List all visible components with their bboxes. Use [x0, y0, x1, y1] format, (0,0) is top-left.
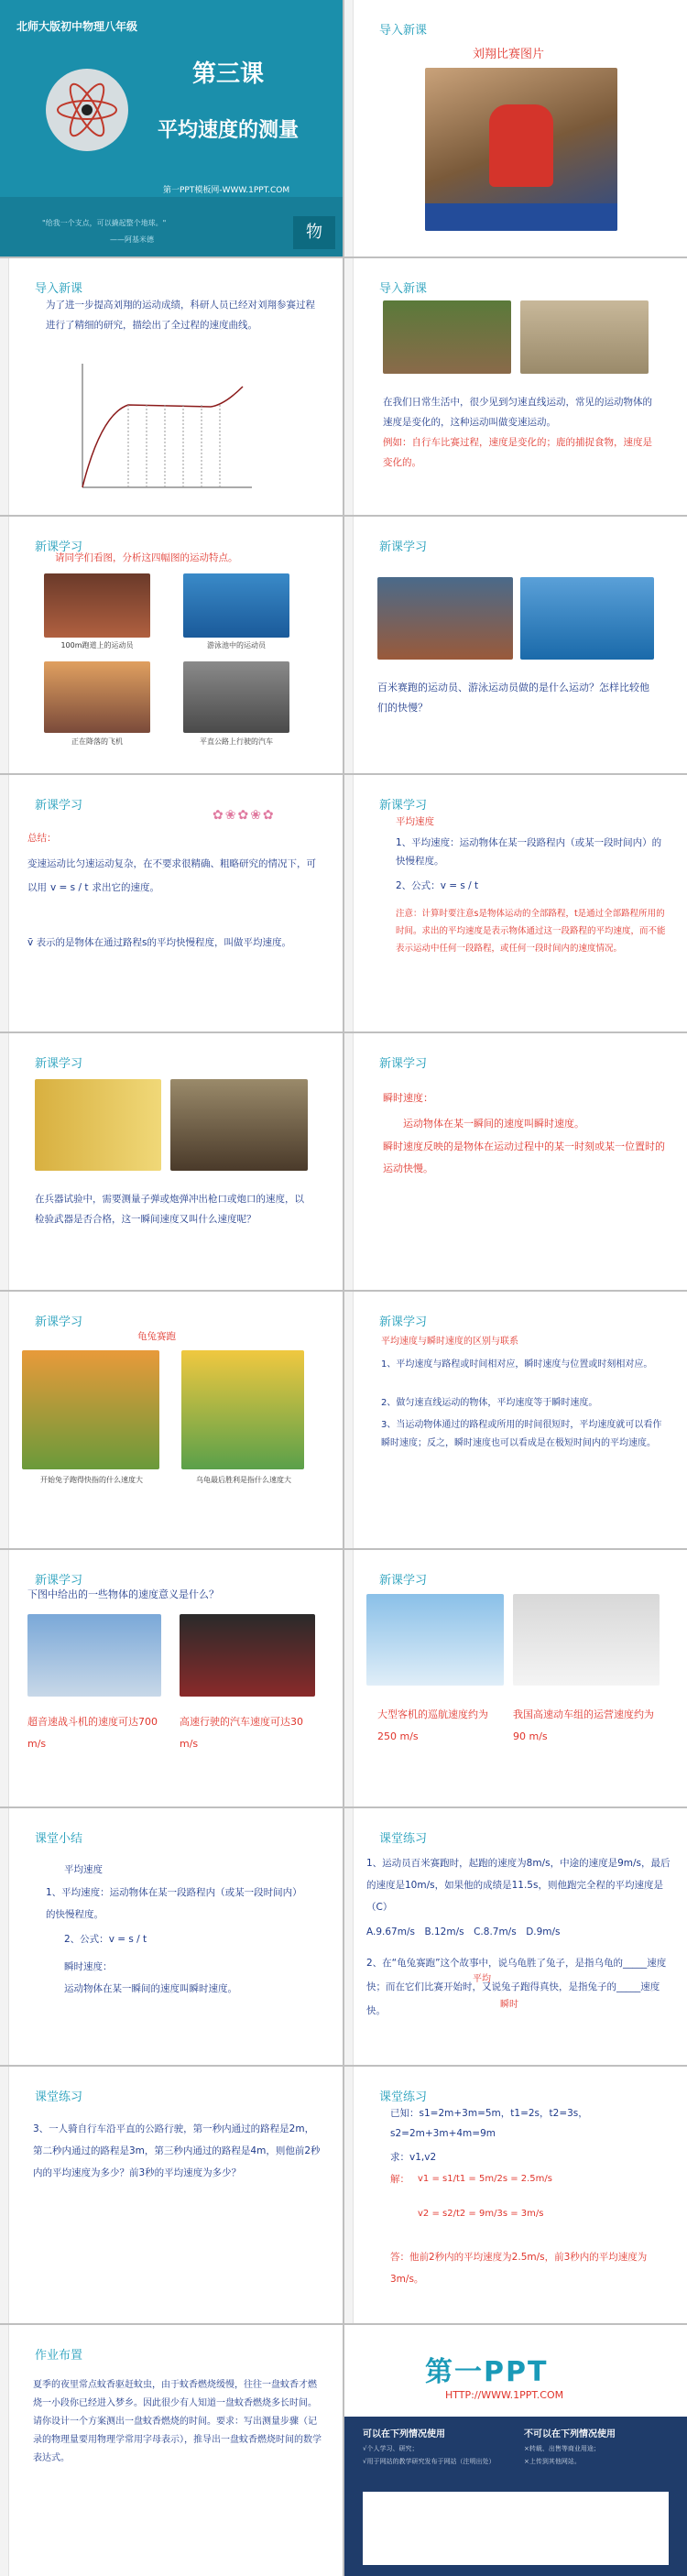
slide-margin	[344, 1033, 354, 1290]
slide-speed-meaning-1[interactable]	[0, 1550, 343, 1806]
definition-text: 运动物体在某一瞬间的速度叫瞬时速度。	[403, 1118, 584, 1130]
homework-text: 夏季的夜里常点蚊香驱赶蚊虫，由于蚊香燃烧缓慢，往往一盘蚊香才燃烧一小段你已经进入梦乡。因此很少有人知道一盘蚊香燃烧多长时间。请你设计一个方案测出一盘蚊香燃烧的时间。要求：写出测量步骤（记录的物理量要用物理学常用字母表示），推导出一盘蚊香燃烧时间的数学表达式。	[33, 2380, 322, 2463]
caption-car: 高速行驶的汽车速度可达30 m/s	[180, 1716, 303, 1750]
formula: v = s / t	[108, 1934, 147, 1945]
slide-four-pictures[interactable]	[0, 517, 343, 773]
lesson-title: 平均速度的测量	[158, 119, 300, 142]
slide-heading: 新课学习	[379, 540, 428, 554]
runners-photo	[44, 573, 150, 638]
solution-label: 解：	[390, 2174, 409, 2185]
summary-title: 平均速度	[64, 1864, 103, 1875]
slide-heading: 导入新课	[35, 282, 83, 296]
intro-text: 请同学们看图，分析这四幅图的运动特点。	[55, 552, 238, 563]
plane-photo	[44, 661, 150, 733]
question-text: 下图中给出的一些物体的速度意义是什么？	[27, 1588, 219, 1600]
slide-margin	[344, 2067, 354, 2323]
allowed-item-2: √用于网站的教学研究发布于网站（注明出处）	[363, 2458, 496, 2465]
hurdler-photo	[425, 68, 617, 231]
example-text: 例如：自行车比赛过程，速度是变化的；鹿的捕捉食物，速度是变化的。	[383, 437, 652, 468]
formula: v = s / t	[50, 882, 89, 893]
slide-instant-definition[interactable]	[344, 1033, 687, 1290]
allowed-title: 可以在下列情况使用	[363, 2429, 445, 2440]
section-label: 平均速度	[396, 816, 434, 827]
blossom-icon: ✿❀✿❀✿	[213, 808, 276, 823]
quote-author: ——阿基米德	[110, 235, 154, 244]
slide-margin	[0, 1033, 9, 1290]
slide-solution[interactable]	[344, 2067, 687, 2323]
point-1: 1、平均速度与路程或时间相对应，瞬时速度与位置或时刻相对应。	[381, 1359, 653, 1370]
photo-caption: 刘翔比赛图片	[473, 48, 545, 61]
swimmer-photo	[520, 577, 654, 660]
summary-part1: 变速运动比匀速运动复杂，在不要求很精确、粗略研究的情况下，可以用	[27, 858, 316, 893]
slide-margin	[0, 258, 9, 515]
slide-heading: 新课学习	[379, 799, 428, 813]
slide-class-summary[interactable]	[0, 1808, 343, 2065]
slide-intro-photo[interactable]	[344, 0, 687, 257]
slide-average-definition[interactable]	[344, 775, 687, 1031]
question-text: 在兵器试验中，需要测量子弹或炮弹冲出枪口或炮口的速度，以检验武器是否合格，这一瞬间速度又叫什么速度呢？	[35, 1194, 304, 1225]
fill-answer-1: 平均	[473, 1974, 491, 1984]
caption-hare: 开始兔子跑得快指的什么速度大	[40, 1476, 143, 1484]
summary-definition: 1、平均速度：运动物体在某一段路程内（或某一段时间内）的快慢程度。	[46, 1887, 302, 1920]
explanation-text: 瞬时速度反映的是物体在运动过程中的某一时刻或某一位置时的运动快慢。	[383, 1141, 665, 1174]
traffic-photo	[183, 661, 289, 733]
summary-label: 总结：	[27, 833, 57, 844]
intro-text: 为了进一步提高刘翔的运动成绩，科研人员已经对刘翔参赛过程进行了精细的研究，描绘出了全过程的速度曲线。	[46, 300, 315, 331]
formula-label: 2、公式：	[396, 880, 441, 891]
slide-heading: 课堂练习	[379, 2090, 428, 2104]
brand-logo: 第一PPT	[425, 2356, 549, 2388]
caption-plane: 正在降落的飞机	[71, 737, 123, 746]
forbidden-item-1: ×转载、出售等商业用途；	[524, 2445, 600, 2452]
slide-heading: 导入新课	[379, 24, 428, 38]
cyclists-photo	[383, 300, 511, 374]
slide-heading: 作业布置	[35, 2349, 83, 2363]
question-2: 2、在“龟兔赛跑”这个故事中，说乌龟胜了兔子，是指乌龟的_____速度快；而在它们比赛开始时，又说兔子跑得真快，是指兔子的_____速度快。	[366, 1958, 667, 2016]
formula-line	[64, 1929, 147, 1949]
summary-text	[27, 852, 325, 900]
equation-2: v2 = s2/t2 = 9m/3s = 3m/s	[418, 2209, 544, 2219]
answer-options: A.9.67m/s B.12m/s C.8.7m/s D.9m/s	[366, 1927, 561, 1937]
point-2: 2、做匀速直线运动的物体，平均速度等于瞬时速度。	[381, 1398, 598, 1408]
slide-heading: 导入新课	[379, 282, 428, 296]
slide-heading: 课堂练习	[379, 1832, 428, 1846]
airliner-photo	[366, 1594, 504, 1686]
slide-heading: 新课学习	[35, 540, 83, 554]
caption-train: 我国高速动车组的运营速度约为90 m/s	[513, 1708, 654, 1742]
slide-margin	[344, 775, 354, 1031]
note-text: 注意：计算时要注意s是物体运动的全部路程，t是通过全部路程所用的时间。求出的平均速度是表示物体通过这一段路程的平均速度，而不能表示运动中任何一段路程，或任何一段时间内的速度情况。	[396, 909, 666, 954]
slide-weapon-test[interactable]	[0, 1033, 343, 1290]
slide-margin	[344, 258, 354, 515]
slide-homework[interactable]	[0, 2325, 343, 2576]
answer-text: 答：他前2秒内的平均速度为2.5m/s，前3秒内的平均速度为3m/s。	[390, 2252, 648, 2285]
caption-jet: 超音速战斗机的速度可达700 m/s	[27, 1716, 158, 1750]
slide-margin	[0, 517, 9, 773]
instant-definition: 运动物体在某一瞬间的速度叫瞬时速度。	[64, 1983, 237, 1994]
section-label: 瞬时速度：	[383, 1092, 433, 1104]
slide-exercise-2[interactable]	[0, 2067, 343, 2323]
slide-exercise-1[interactable]	[344, 1808, 687, 2065]
slide-heading: 新课学习	[379, 1057, 428, 1071]
site-label: 第一PPT模板网-WWW.1PPT.COM	[163, 186, 290, 195]
caption-tortoise: 乌龟最后胜利是指什么速度大	[196, 1476, 291, 1484]
summary-part2: 求出它的速度。	[92, 882, 159, 893]
fill-answer-2: 瞬时	[500, 2000, 518, 2010]
formula-line	[396, 876, 478, 896]
slide-tortoise-hare[interactable]	[0, 1292, 343, 1548]
slide-heading: 新课学习	[379, 1574, 428, 1588]
slide-difference[interactable]	[344, 1292, 687, 1548]
slide-heading: 新课学习	[35, 799, 83, 813]
slide-margin	[0, 775, 9, 1031]
point-3: 3、当运动物体通过的路程或所用的时间很短时，平均速度就可以看作瞬时速度；反之，瞬时速度也可以看成是在极短时间内的平均速度。	[381, 1420, 662, 1448]
slide-compare-speed[interactable]	[344, 517, 687, 773]
slide-heading: 课堂练习	[35, 2090, 83, 2104]
slide-margin	[0, 1292, 9, 1548]
slide-margin	[344, 1550, 354, 1806]
allowed-item-1: √个人学习、研究；	[363, 2445, 419, 2452]
slide-heading: 新课学习	[35, 1057, 83, 1071]
caption-traffic: 平直公路上行驶的汽车	[200, 737, 273, 746]
question-1: 1、运动员百米赛跑时，起跑的速度为8m/s，中途的速度是9m/s，最后的速度是10m/s，如果他的成绩是11.5s，则他跑完全程的平均速度是（C）	[366, 1858, 671, 1913]
question-text: 百米赛跑的运动员、游泳运动员做的是什么运动？怎样比较他们的快慢？	[377, 682, 649, 714]
slide-speed-curve[interactable]	[0, 258, 343, 515]
given-text: 已知：s1=2m+3m=5m，t1=2s，t2=3s，s2=2m+3m+4m=9m	[390, 2108, 588, 2139]
definition-text: 1、平均速度：运动物体在某一段路程内（或某一段时间内）的快慢程度。	[396, 837, 662, 867]
find-text: 求：v1,v2	[390, 2152, 437, 2163]
slide-margin	[0, 1808, 9, 2065]
story-title: 龟兔赛跑	[137, 1331, 176, 1342]
subject-badge: 物	[293, 216, 335, 249]
quote: "给我一个支点，可以撬起整个地球。"	[42, 219, 167, 227]
caption-runners: 100m跑道上的运动员	[60, 641, 134, 649]
fighter-jet-photo	[27, 1614, 161, 1697]
link-list-panel	[363, 2492, 669, 2565]
slide-summary-average[interactable]	[0, 775, 343, 1031]
slide-margin	[0, 1550, 9, 1806]
slide-heading: 课堂小结	[35, 1832, 83, 1846]
summary-part3: 表示的是物体在通过路程s的平均快慢程度，叫做平均速度。	[36, 937, 292, 948]
slide-heading: 新课学习	[35, 1315, 83, 1329]
slide-margin	[0, 2067, 9, 2323]
slide-heading: 新课学习	[379, 1315, 428, 1329]
caption-airliner: 大型客机的巡航速度约为250 m/s	[377, 1708, 488, 1742]
sprinters-photo	[377, 577, 513, 660]
bullet-photo	[35, 1079, 161, 1171]
slide-heading: 新课学习	[35, 1574, 83, 1588]
lesson-number: 第三课	[192, 60, 265, 88]
atom-icon	[46, 69, 128, 151]
brand-url[interactable]: HTTP://WWW.1PPT.COM	[445, 2389, 564, 2401]
slide-margin	[344, 517, 354, 773]
slide-cover[interactable]	[0, 0, 343, 257]
formula-label: 2、公式：	[64, 1934, 109, 1945]
question-3: 3、一人骑自行车沿平直的公路行驶，第一秒内通过的路程是2m，第二秒内通过的路程是3m，第三秒内通过的路程是4m，则他前2秒内的平均速度为多少？前3秒的平均速度为多少？	[33, 2123, 321, 2178]
forbidden-item-2: ×上传到其他网站。	[524, 2458, 581, 2465]
hare-cartoon	[22, 1350, 159, 1469]
slide-margin	[344, 1292, 354, 1548]
speed-curve-graph	[73, 359, 256, 497]
forbidden-title: 不可以在下列情况使用	[524, 2429, 616, 2440]
slide-margin	[0, 2325, 9, 2576]
slide-margin	[344, 0, 354, 257]
grade-label: 北师大版初中物理八年级	[16, 20, 138, 33]
sports-car-photo	[180, 1614, 315, 1697]
body-text: 在我们日常生活中，很少见到匀速直线运动，常见的运动物体的速度是变化的，这种运动叫做变速运动。	[383, 397, 652, 428]
caption-swimmer: 游泳池中的运动员	[207, 641, 266, 649]
leopard-photo	[520, 300, 649, 374]
section-title: 平均速度与瞬时速度的区别与联系	[381, 1337, 518, 1347]
formula: v = s / t	[440, 880, 479, 891]
equation-1: v1 = s1/t1 = 5m/2s = 2.5m/s	[418, 2174, 552, 2184]
swimmer-photo	[183, 573, 289, 638]
cannon-photo	[170, 1079, 308, 1171]
slide-margin	[344, 1808, 354, 2065]
bullet-train-photo	[513, 1594, 660, 1686]
slide-license[interactable]	[344, 2325, 687, 2576]
summary-text-2: v̄ 表示的是物体在通过路程s的平均快慢程度，叫做平均速度。	[27, 937, 292, 948]
tortoise-cartoon	[181, 1350, 304, 1469]
slide-variable-motion[interactable]	[344, 258, 687, 515]
instant-title: 瞬时速度：	[64, 1961, 113, 1972]
slide-speed-meaning-2[interactable]	[344, 1550, 687, 1806]
